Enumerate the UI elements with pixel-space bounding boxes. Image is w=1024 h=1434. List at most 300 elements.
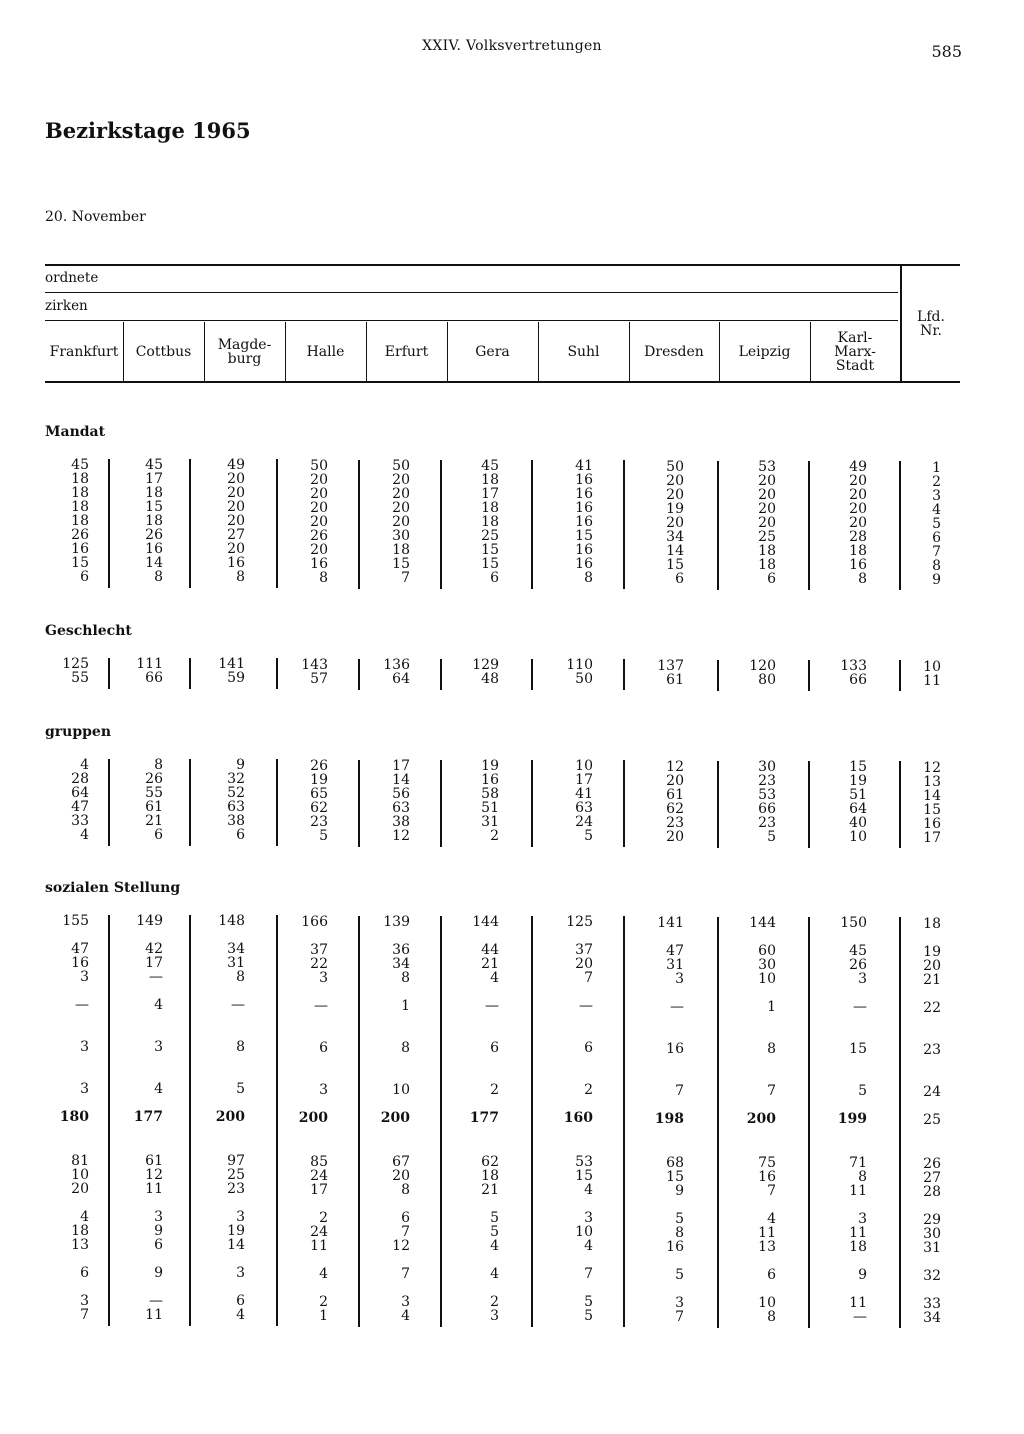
table-cell: — bbox=[853, 999, 867, 1015]
table-cell: 14 bbox=[145, 555, 163, 571]
table-cell: 20 bbox=[392, 486, 410, 502]
table-cell: 4 bbox=[80, 827, 89, 843]
table-cell: 4 bbox=[490, 1238, 499, 1254]
table-cell: 2 bbox=[319, 1294, 328, 1310]
table-cell: 61 bbox=[145, 1153, 163, 1169]
table-cell: 20 bbox=[849, 501, 867, 517]
table-cell: 16 bbox=[575, 542, 593, 558]
table-cell: 6 bbox=[236, 1293, 245, 1309]
table-cell: 4 bbox=[584, 1238, 593, 1254]
row-number: 7 bbox=[932, 544, 941, 560]
table-cell: 2 bbox=[490, 1294, 499, 1310]
row-number: 4 bbox=[932, 502, 941, 518]
table-cell: 45 bbox=[849, 943, 867, 959]
row-number: 12 bbox=[923, 760, 941, 776]
table-cell: — bbox=[485, 998, 499, 1014]
table-cell: 8 bbox=[401, 1182, 410, 1198]
table-cell: 16 bbox=[481, 772, 499, 788]
column-header-karl-marx-stadt: Karl- Marx- Stadt bbox=[834, 330, 876, 374]
table-cell: 3 bbox=[490, 1308, 499, 1324]
table-cell: 26 bbox=[71, 527, 89, 543]
table-cell: 20 bbox=[310, 514, 328, 530]
table-cell: 1 bbox=[319, 1308, 328, 1324]
column-header-leipzig: Leipzig bbox=[738, 344, 791, 360]
table-cell: 200 bbox=[215, 1109, 245, 1125]
table-cell: 60 bbox=[758, 943, 776, 959]
table-cell: 66 bbox=[145, 670, 163, 686]
table-cell: 25 bbox=[758, 529, 776, 545]
table-cell: 20 bbox=[310, 486, 328, 502]
table-cell: 16 bbox=[575, 514, 593, 530]
table-cell: 44 bbox=[481, 942, 499, 958]
table-cell: 18 bbox=[481, 1168, 499, 1184]
column-divider bbox=[719, 322, 720, 381]
table-cell: 20 bbox=[310, 542, 328, 558]
table-cell: 16 bbox=[575, 486, 593, 502]
table-cell: 24 bbox=[575, 814, 593, 830]
table-cell: 10 bbox=[849, 829, 867, 845]
header-label-ordnete: ordnete bbox=[45, 270, 99, 286]
row-number: 10 bbox=[923, 659, 941, 675]
table-cell: 64 bbox=[392, 671, 410, 687]
table-cell: 5 bbox=[675, 1267, 684, 1283]
table-cell: 3 bbox=[858, 1211, 867, 1227]
table-cell: 8 bbox=[236, 969, 245, 985]
running-head: XXIV. Volksvertretungen bbox=[422, 38, 602, 54]
table-cell: 66 bbox=[849, 672, 867, 688]
table-cell: 16 bbox=[575, 472, 593, 488]
column-divider bbox=[810, 322, 811, 381]
row-number: 6 bbox=[932, 530, 941, 546]
table-cell: 155 bbox=[62, 913, 89, 929]
row-number: 28 bbox=[923, 1184, 941, 1200]
table-cell: 18 bbox=[71, 513, 89, 529]
table-cell: 18 bbox=[392, 542, 410, 558]
table-cell: 20 bbox=[666, 515, 684, 531]
table-cell: 120 bbox=[749, 658, 776, 674]
table-cell: 26 bbox=[849, 957, 867, 973]
table-cell: 45 bbox=[71, 457, 89, 473]
column-divider bbox=[447, 322, 448, 381]
table-cell: 17 bbox=[145, 955, 163, 971]
table-cell: 26 bbox=[310, 758, 328, 774]
table-cell: 8 bbox=[319, 570, 328, 586]
table-cell: 26 bbox=[310, 528, 328, 544]
table-cell: 16 bbox=[227, 555, 245, 571]
header-rule-top bbox=[45, 264, 960, 266]
table-cell: 17 bbox=[481, 486, 499, 502]
table-cell: 8 bbox=[584, 570, 593, 586]
table-cell: — bbox=[149, 969, 163, 985]
table-cell: 66 bbox=[758, 801, 776, 817]
table-cell: 20 bbox=[310, 500, 328, 516]
table-cell: — bbox=[314, 998, 328, 1014]
table-cell: 144 bbox=[749, 915, 776, 931]
table-cell: 6 bbox=[490, 1040, 499, 1056]
table-cell: 3 bbox=[80, 1293, 89, 1309]
table-cell: 3 bbox=[675, 971, 684, 987]
row-number: 18 bbox=[923, 916, 941, 932]
table-cell: 3 bbox=[80, 1039, 89, 1055]
table-cell: 37 bbox=[310, 942, 328, 958]
table-cell: 10 bbox=[392, 1082, 410, 1098]
table-cell: — bbox=[149, 1293, 163, 1309]
table-cell: 61 bbox=[666, 672, 684, 688]
table-cell: 19 bbox=[666, 501, 684, 517]
table-cell: 11 bbox=[310, 1238, 328, 1254]
column-divider bbox=[285, 322, 286, 381]
table-cell: 63 bbox=[392, 800, 410, 816]
column-divider bbox=[629, 322, 630, 381]
column-header-gera: Gera bbox=[475, 344, 510, 360]
table-cell: 9 bbox=[154, 1223, 163, 1239]
table-cell: 5 bbox=[490, 1210, 499, 1226]
row-number: 31 bbox=[923, 1240, 941, 1256]
table-cell: 3 bbox=[236, 1265, 245, 1281]
column-header-magde-burg: Magde- burg bbox=[217, 337, 272, 367]
table-cell: 6 bbox=[80, 569, 89, 585]
table-cell: 18 bbox=[849, 1239, 867, 1255]
table-cell: 15 bbox=[575, 1168, 593, 1184]
table-cell: 6 bbox=[80, 1265, 89, 1281]
table-cell: 13 bbox=[758, 1239, 776, 1255]
table-cell: 58 bbox=[481, 786, 499, 802]
table-cell: 16 bbox=[71, 541, 89, 557]
header-rule-2 bbox=[45, 292, 898, 293]
table-cell: 18 bbox=[145, 513, 163, 529]
table-cell: 1 bbox=[767, 999, 776, 1015]
table-cell: 7 bbox=[401, 1266, 410, 1282]
table-cell: — bbox=[579, 998, 593, 1014]
table-cell: 20 bbox=[392, 514, 410, 530]
table-cell: 45 bbox=[481, 458, 499, 474]
table-cell: 17 bbox=[145, 471, 163, 487]
table-cell: 21 bbox=[481, 1182, 499, 1198]
table-cell: 3 bbox=[236, 1209, 245, 1225]
table-cell: 68 bbox=[666, 1155, 684, 1171]
row-number: 21 bbox=[923, 972, 941, 988]
table-cell: 15 bbox=[666, 1169, 684, 1185]
table-cell: 110 bbox=[566, 657, 593, 673]
table-cell: 177 bbox=[469, 1110, 499, 1126]
table-cell: 10 bbox=[758, 1295, 776, 1311]
column-header-lfd-nr: Lfd. Nr. bbox=[917, 309, 945, 339]
table-cell: 160 bbox=[563, 1110, 593, 1126]
table-cell: 20 bbox=[392, 500, 410, 516]
table-cell: 5 bbox=[319, 828, 328, 844]
table-cell: 20 bbox=[666, 487, 684, 503]
table-cell: 16 bbox=[666, 1239, 684, 1255]
table-cell: 47 bbox=[71, 941, 89, 957]
row-number: 30 bbox=[923, 1226, 941, 1242]
section-label: sozialen Stellung bbox=[45, 880, 181, 896]
table-cell: 36 bbox=[392, 942, 410, 958]
table-cell: 4 bbox=[584, 1182, 593, 1198]
table-cell: 7 bbox=[767, 1083, 776, 1099]
table-cell: 31 bbox=[481, 814, 499, 830]
table-cell: 7 bbox=[80, 1307, 89, 1323]
table-cell: 5 bbox=[584, 1294, 593, 1310]
table-cell: 6 bbox=[767, 1267, 776, 1283]
table-cell: 97 bbox=[227, 1153, 245, 1169]
table-cell: 16 bbox=[758, 1169, 776, 1185]
table-cell: 33 bbox=[71, 813, 89, 829]
table-cell: 61 bbox=[145, 799, 163, 815]
table-cell: 14 bbox=[666, 543, 684, 559]
table-cell: 200 bbox=[298, 1110, 328, 1126]
header-rule-3 bbox=[45, 320, 898, 321]
table-cell: 12 bbox=[392, 828, 410, 844]
table-cell: 4 bbox=[767, 1211, 776, 1227]
table-cell: 9 bbox=[236, 757, 245, 773]
table-cell: 24 bbox=[310, 1224, 328, 1240]
table-cell: 4 bbox=[319, 1266, 328, 1282]
table-cell: 28 bbox=[71, 771, 89, 787]
table-cell: 4 bbox=[80, 757, 89, 773]
table-cell: 50 bbox=[392, 458, 410, 474]
table-cell: 20 bbox=[71, 1181, 89, 1197]
table-cell: 26 bbox=[145, 527, 163, 543]
table-cell: 14 bbox=[392, 772, 410, 788]
table-cell: 20 bbox=[758, 501, 776, 517]
table-cell: — bbox=[853, 1309, 867, 1325]
table-cell: 18 bbox=[849, 543, 867, 559]
table-cell: 24 bbox=[310, 1168, 328, 1184]
table-cell: 17 bbox=[310, 1182, 328, 1198]
table-cell: 23 bbox=[758, 773, 776, 789]
table-cell: 71 bbox=[849, 1155, 867, 1171]
table-cell: 10 bbox=[71, 1167, 89, 1183]
table-cell: 143 bbox=[301, 657, 328, 673]
table-cell: 129 bbox=[472, 657, 499, 673]
table-cell: 10 bbox=[758, 971, 776, 987]
table-cell: 75 bbox=[758, 1155, 776, 1171]
table-cell: 15 bbox=[481, 542, 499, 558]
table-cell: 20 bbox=[666, 829, 684, 845]
section-label: Geschlecht bbox=[45, 623, 132, 639]
table-cell: 15 bbox=[145, 499, 163, 515]
column-header-halle: Halle bbox=[306, 344, 345, 360]
table-cell: 5 bbox=[490, 1224, 499, 1240]
table-cell: 9 bbox=[675, 1183, 684, 1199]
row-number: 26 bbox=[923, 1156, 941, 1172]
table-cell: 20 bbox=[758, 487, 776, 503]
page-title: Bezirkstage 1965 bbox=[45, 118, 251, 143]
table-cell: 34 bbox=[227, 941, 245, 957]
row-number: 15 bbox=[923, 802, 941, 818]
table-cell: — bbox=[670, 999, 684, 1015]
table-cell: 17 bbox=[392, 758, 410, 774]
table-cell: 144 bbox=[472, 914, 499, 930]
table-cell: 62 bbox=[666, 801, 684, 817]
table-cell: 8 bbox=[767, 1309, 776, 1325]
row-number: 33 bbox=[923, 1296, 941, 1312]
row-number: 32 bbox=[923, 1268, 941, 1284]
table-cell: 4 bbox=[154, 1081, 163, 1097]
table-cell: 38 bbox=[227, 813, 245, 829]
table-cell: 16 bbox=[71, 955, 89, 971]
table-cell: 30 bbox=[758, 759, 776, 775]
row-number: 27 bbox=[923, 1170, 941, 1186]
table-cell: 8 bbox=[401, 1040, 410, 1056]
table-cell: 47 bbox=[666, 943, 684, 959]
table-cell: 7 bbox=[675, 1309, 684, 1325]
table-cell: 19 bbox=[849, 773, 867, 789]
table-cell: 5 bbox=[675, 1211, 684, 1227]
table-cell: 21 bbox=[145, 813, 163, 829]
table-cell: 12 bbox=[392, 1238, 410, 1254]
table-cell: 11 bbox=[758, 1225, 776, 1241]
table-cell: 15 bbox=[666, 557, 684, 573]
table-cell: 16 bbox=[310, 556, 328, 572]
row-number: 2 bbox=[932, 474, 941, 490]
table-cell: 18 bbox=[758, 543, 776, 559]
table-cell: 11 bbox=[849, 1225, 867, 1241]
table-cell: 19 bbox=[481, 758, 499, 774]
table-cell: 141 bbox=[218, 656, 245, 672]
table-cell: 4 bbox=[490, 970, 499, 986]
table-cell: 18 bbox=[145, 485, 163, 501]
row-number: 34 bbox=[923, 1310, 941, 1326]
table-cell: 16 bbox=[575, 556, 593, 572]
table-cell: 111 bbox=[136, 656, 163, 672]
table-cell: 19 bbox=[227, 1223, 245, 1239]
table-cell: 8 bbox=[154, 569, 163, 585]
table-cell: 55 bbox=[145, 785, 163, 801]
table-cell: 2 bbox=[319, 1210, 328, 1226]
row-number: 16 bbox=[923, 816, 941, 832]
table-cell: 6 bbox=[319, 1040, 328, 1056]
table-cell: 20 bbox=[758, 515, 776, 531]
table-cell: 63 bbox=[227, 799, 245, 815]
table-cell: 15 bbox=[481, 556, 499, 572]
table-cell: 11 bbox=[145, 1181, 163, 1197]
table-cell: 32 bbox=[227, 771, 245, 787]
table-cell: 15 bbox=[392, 556, 410, 572]
table-cell: 4 bbox=[154, 997, 163, 1013]
table-cell: 20 bbox=[227, 485, 245, 501]
table-cell: 20 bbox=[666, 773, 684, 789]
table-cell: 20 bbox=[392, 1168, 410, 1184]
table-cell: 3 bbox=[154, 1209, 163, 1225]
table-cell: 12 bbox=[666, 759, 684, 775]
table-cell: 18 bbox=[71, 499, 89, 515]
table-cell: 7 bbox=[767, 1183, 776, 1199]
column-divider bbox=[204, 322, 205, 381]
column-divider bbox=[366, 322, 367, 381]
table-cell: 8 bbox=[858, 571, 867, 587]
table-cell: 13 bbox=[71, 1237, 89, 1253]
table-cell: 5 bbox=[236, 1081, 245, 1097]
table-cell: 50 bbox=[575, 671, 593, 687]
table-cell: 7 bbox=[401, 570, 410, 586]
table-cell: 20 bbox=[227, 499, 245, 515]
section-label: Mandat bbox=[45, 424, 106, 440]
table-cell: 23 bbox=[310, 814, 328, 830]
table-cell: 9 bbox=[154, 1265, 163, 1281]
column-header-suhl: Suhl bbox=[567, 344, 600, 360]
table-cell: 3 bbox=[675, 1295, 684, 1311]
table-cell: 198 bbox=[654, 1111, 684, 1127]
table-cell: 12 bbox=[145, 1167, 163, 1183]
table-cell: 20 bbox=[310, 472, 328, 488]
table-cell: 51 bbox=[481, 800, 499, 816]
table-cell: 8 bbox=[236, 1039, 245, 1055]
table-cell: 20 bbox=[392, 472, 410, 488]
table-cell: 1 bbox=[401, 998, 410, 1014]
table-cell: 2 bbox=[584, 1082, 593, 1098]
table-cell: 47 bbox=[71, 799, 89, 815]
column-divider bbox=[123, 322, 124, 381]
table-cell: 42 bbox=[145, 941, 163, 957]
table-cell: 8 bbox=[858, 1169, 867, 1185]
table-cell: 30 bbox=[392, 528, 410, 544]
row-number: 20 bbox=[923, 958, 941, 974]
row-number: 17 bbox=[923, 830, 941, 846]
table-cell: 23 bbox=[666, 815, 684, 831]
table-cell: 11 bbox=[849, 1183, 867, 1199]
column-divider bbox=[538, 322, 539, 381]
table-cell: 62 bbox=[310, 800, 328, 816]
table-cell: 15 bbox=[575, 528, 593, 544]
row-number: 5 bbox=[932, 516, 941, 532]
table-cell: 20 bbox=[227, 471, 245, 487]
table-cell: 15 bbox=[849, 1041, 867, 1057]
table-cell: 28 bbox=[849, 529, 867, 545]
table-cell: 7 bbox=[584, 970, 593, 986]
table-cell: 53 bbox=[758, 787, 776, 803]
table-cell: 26 bbox=[145, 771, 163, 787]
table-cell: 53 bbox=[758, 459, 776, 475]
table-cell: 3 bbox=[80, 1081, 89, 1097]
table-cell: 20 bbox=[849, 487, 867, 503]
table-cell: 25 bbox=[481, 528, 499, 544]
table-cell: 11 bbox=[849, 1295, 867, 1311]
table-cell: 61 bbox=[666, 787, 684, 803]
header-rule-bottom bbox=[45, 381, 960, 383]
table-cell: 45 bbox=[145, 457, 163, 473]
table-cell: 5 bbox=[584, 1308, 593, 1324]
table-cell: 23 bbox=[227, 1181, 245, 1197]
section-label: gruppen bbox=[45, 724, 112, 740]
table-cell: 200 bbox=[746, 1111, 776, 1127]
row-number: 8 bbox=[932, 558, 941, 574]
table-cell: 10 bbox=[575, 1224, 593, 1240]
table-cell: 53 bbox=[575, 1154, 593, 1170]
table-cell: 2 bbox=[490, 1082, 499, 1098]
table-cell: 16 bbox=[849, 557, 867, 573]
table-cell: 136 bbox=[383, 657, 410, 673]
table-cell: 10 bbox=[575, 758, 593, 774]
table-cell: 2 bbox=[490, 828, 499, 844]
column-header-erfurt: Erfurt bbox=[384, 344, 429, 360]
table-cell: 37 bbox=[575, 942, 593, 958]
table-cell: 3 bbox=[154, 1039, 163, 1055]
row-number: 19 bbox=[923, 944, 941, 960]
table-cell: 150 bbox=[840, 915, 867, 931]
table-cell: 7 bbox=[675, 1083, 684, 1099]
table-cell: 64 bbox=[71, 785, 89, 801]
table-cell: 31 bbox=[666, 957, 684, 973]
header-label-zirken: zirken bbox=[45, 298, 88, 314]
table-cell: 3 bbox=[319, 970, 328, 986]
row-number: 11 bbox=[923, 673, 941, 689]
table-cell: 80 bbox=[758, 672, 776, 688]
table-cell: 5 bbox=[767, 829, 776, 845]
column-header-frankfurt: Frankfurt bbox=[49, 344, 119, 360]
table-cell: 18 bbox=[481, 472, 499, 488]
row-number: 3 bbox=[932, 488, 941, 504]
